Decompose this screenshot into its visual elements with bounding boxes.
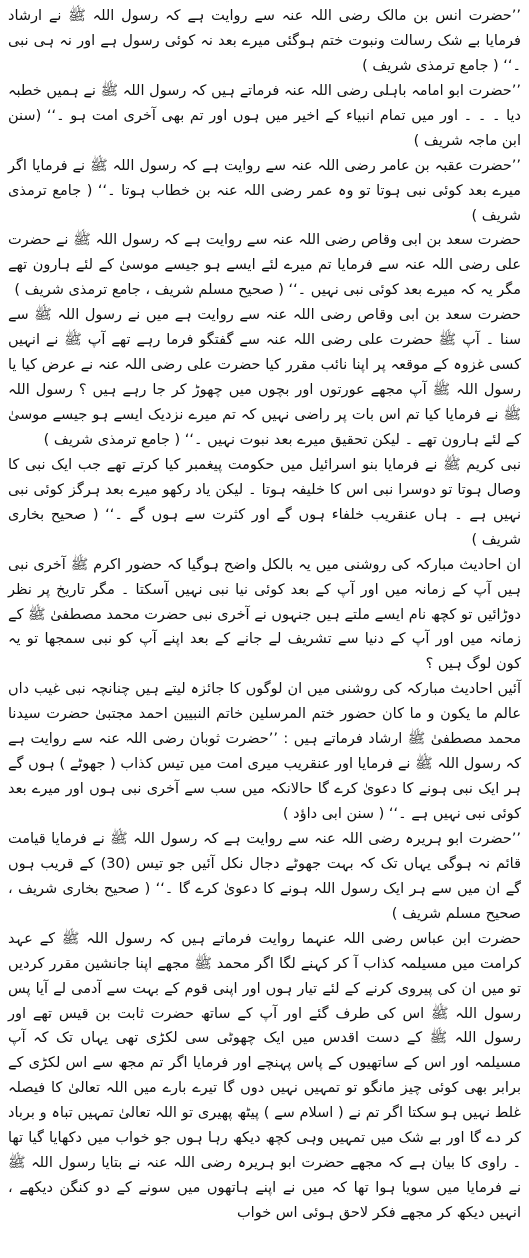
hadith-paragraph-7: ’’حضرت ابو ہریرہ رضی اللہ عنہ سے روایت ہے کہ رسول اللہ ﷺ نے فرمایا قیامت قائم نہ ہوگی یہاں تک کہ بہت جھوٹے دجال نکل آئیں جو تیس (30) کے قریب ہوں گے ان میں سے ہر ایک رسول اللہ ہونے کا دعویٰ کرے گا ۔‘‘ ( صحیح بخاری شریف ، صحیح مسلم شریف ) [8, 830, 521, 922]
hadith-paragraph-5: حضرت سعد بن ابی وقاص رضی اللہ عنہ سے روایت ہے میں نے رسول اللہ ﷺ سے سنا ۔ آپ ﷺ حضرت علی رضی اللہ عنہ سے گفتگو فرما رہے تھے آپ ﷺ نے انہیں کسی غزوہ کے موقعہ پر اپنا نائب مقرر کیا حضرت علی رضی اللہ عنہ نے عرض کیا یا رسول اللہ ﷺ آپ مجھے عورتوں اور بچوں میں چھوڑ کر جا رہے ہیں ؟ رسول اللہ ﷺ نے فرمایا کیا تم اس بات پر راضی نہیں کہ تم میرے نزدیک ایسے ہو جیسے موسیٰ کے لئے ہارون تھے ۔ لیکن تحقیق میرے بعد نبوت نہیں ۔‘‘ ( جامع ترمذی شریف ) [8, 307, 521, 448]
narrative-paragraph: حضرت ابن عباس رضی اللہ عنہما روایت فرماتے ہیں کہ رسول اللہ ﷺ کے عہد کرامت میں مسیلمہ کذاب آ کر کہنے لگا اگر محمد ﷺ مجھے اپنا جانشین مقرر کردیں تو میں ان کی پیروی کرنے کے لئے تیار ہوں اور اپنی قوم کے بہت سے آدمی لے آیا پس رسول اللہ ﷺ اس کی طرف گئے اور آپ کے ساتھ حضرت ثابت بن قیس تھے اور رسول اللہ ﷺ کے دست اقدس میں ایک چھوٹی سی لکڑی تھی یہاں تک کہ آپ مسیلمہ اور اس کے ساتھیوں کے پاس پہنچے اور فرمایا اگر تم مجھ سے اس لکڑی کے برابر بھی کوئی چیز مانگو تو تمہیں نہیں دوں گا تیرے بارے میں اللہ تعالیٰ کا فیصلہ غلط نہیں ہو سکتا اگر تم نے ( اسلام سے ) پیٹھ پھیری تو اللہ تعالیٰ تمہیں تباہ و برباد کر دے گا اور بے شک میں تمہیں وہی کچھ دیکھ رہا ہوں جو خواب میں دکھایا گیا تھا ۔ راوی کا بیان ہے کہ مجھے حضرت ابو ہریرہ رضی اللہ عنہ نے بتایا رسول اللہ ﷺ نے فرمایا میں سویا ہوا تھا کہ میں نے اپنے ہاتھوں میں سونے کے دو کنگن دیکھے ، انہیں دیکھ کر مجھے فکر لاحق ہوئی اس خواب [8, 930, 521, 1221]
hadith-paragraph-3: ’’حضرت عقبہ بن عامر رضی اللہ عنہ سے روایت ہے کہ رسول اللہ ﷺ نے فرمایا اگر میرے بعد کوئی نبی ہوتا تو وہ عمر رضی اللہ عنہ بن خطاب ہوتا ۔‘‘ ( جامع ترمذی شریف ) [8, 157, 521, 224]
hadith-paragraph-4: حضرت سعد بن ابی وقاص رضی اللہ عنہ سے روایت ہے کہ رسول اللہ ﷺ نے حضرت علی رضی اللہ عنہ سے فرمایا تم میرے لئے ایسے ہو جیسے موسیٰ کے لئے ہارون تھے مگر یہ کہ میرے بعد کوئی نبی نہیں ۔‘‘ ( صحیح مسلم شریف ، جامع ترمذی شریف ) [8, 232, 521, 299]
hadith-paragraph-6: نبی کریم ﷺ نے فرمایا بنو اسرائیل میں حکومت پیغمبر کیا کرتے تھے جب ایک نبی کا وصال ہوتا تو دوسرا نبی اس کا خلیفہ ہوتا ۔ لیکن یاد رکھو میرے بعد ہرگز کوئی نبی نہیں ہے ۔ ہاں عنقریب خلفاء ہوں گے اور کثرت سے ہوں گے ۔‘‘ ( صحیح بخاری شریف ) [8, 456, 521, 548]
hadith-paragraph-1: ’’حضرت انس بن مالک رضی اللہ عنہ سے روایت ہے کہ رسول اللہ ﷺ نے ارشاد فرمایا بے شک رسالت ونبوت ختم ہوگئی میرے بعد نہ کوئی رسول ہے اور نہ ہی نبی ۔‘‘ ( جامع ترمذی شریف ) [8, 8, 521, 74]
commentary-paragraph-2: آئیں احادیث مبارکہ کی روشنی میں ان لوگوں کا جائزہ لیتے ہیں چنانچہ نبی غیب داں عالم ما یکون و ما کان حضور ختم المرسلین خاتم النبیین احمد مجتبیٰ حضرت سیدنا محمد مصطفیٰ ﷺ ارشاد فرماتے ہیں : ’’حضرت ثوبان رضی اللہ عنہ سے روایت ہے کہ رسول اللہ ﷺ نے فرمایا اور عنقریب میری امت میں تیس کذاب ( جھوٹے ) ہوں گے ہر ایک نبی ہونے کا دعویٰ کرے گا حالانکہ میں سب سے آخری نبی ہوں اور میرے بعد کوئی نبی نہیں ہے ۔‘‘ ( سنن ابی داؤد ) [8, 681, 521, 822]
hadith-paragraph-2: ’’حضرت ابو امامہ باہلی رضی اللہ عنہ فرماتے ہیں کہ رسول اللہ ﷺ نے ہمیں خطبہ دیا ۔ ۔ ۔ اور میں تمام انبیاء کے اخیر میں ہوں اور تم بھی آخری امت ہو ۔‘‘ (سنن ابن ماجہ شریف ) [8, 82, 521, 149]
commentary-paragraph-1: ان احادیث مبارکہ کی روشنی میں یہ بالکل واضح ہوگیا کہ حضور اکرم ﷺ آخری نبی ہیں آپ کے زمانہ میں اور آپ کے بعد کوئی نیا نبی نہیں آسکتا ۔ مگر تاریخ پر نظر دوڑائیں تو کچھ نام ایسے ملتے ہیں جنہوں نے آخری نبی حضرت محمد مصطفیٰ ﷺ کے زمانہ میں اور آپ کے دنیا سے تشریف لے جانے کے بعد اپنے آپ کو نبی سمجھا تو یہ کون لوگ ہیں ؟ [8, 556, 521, 673]
